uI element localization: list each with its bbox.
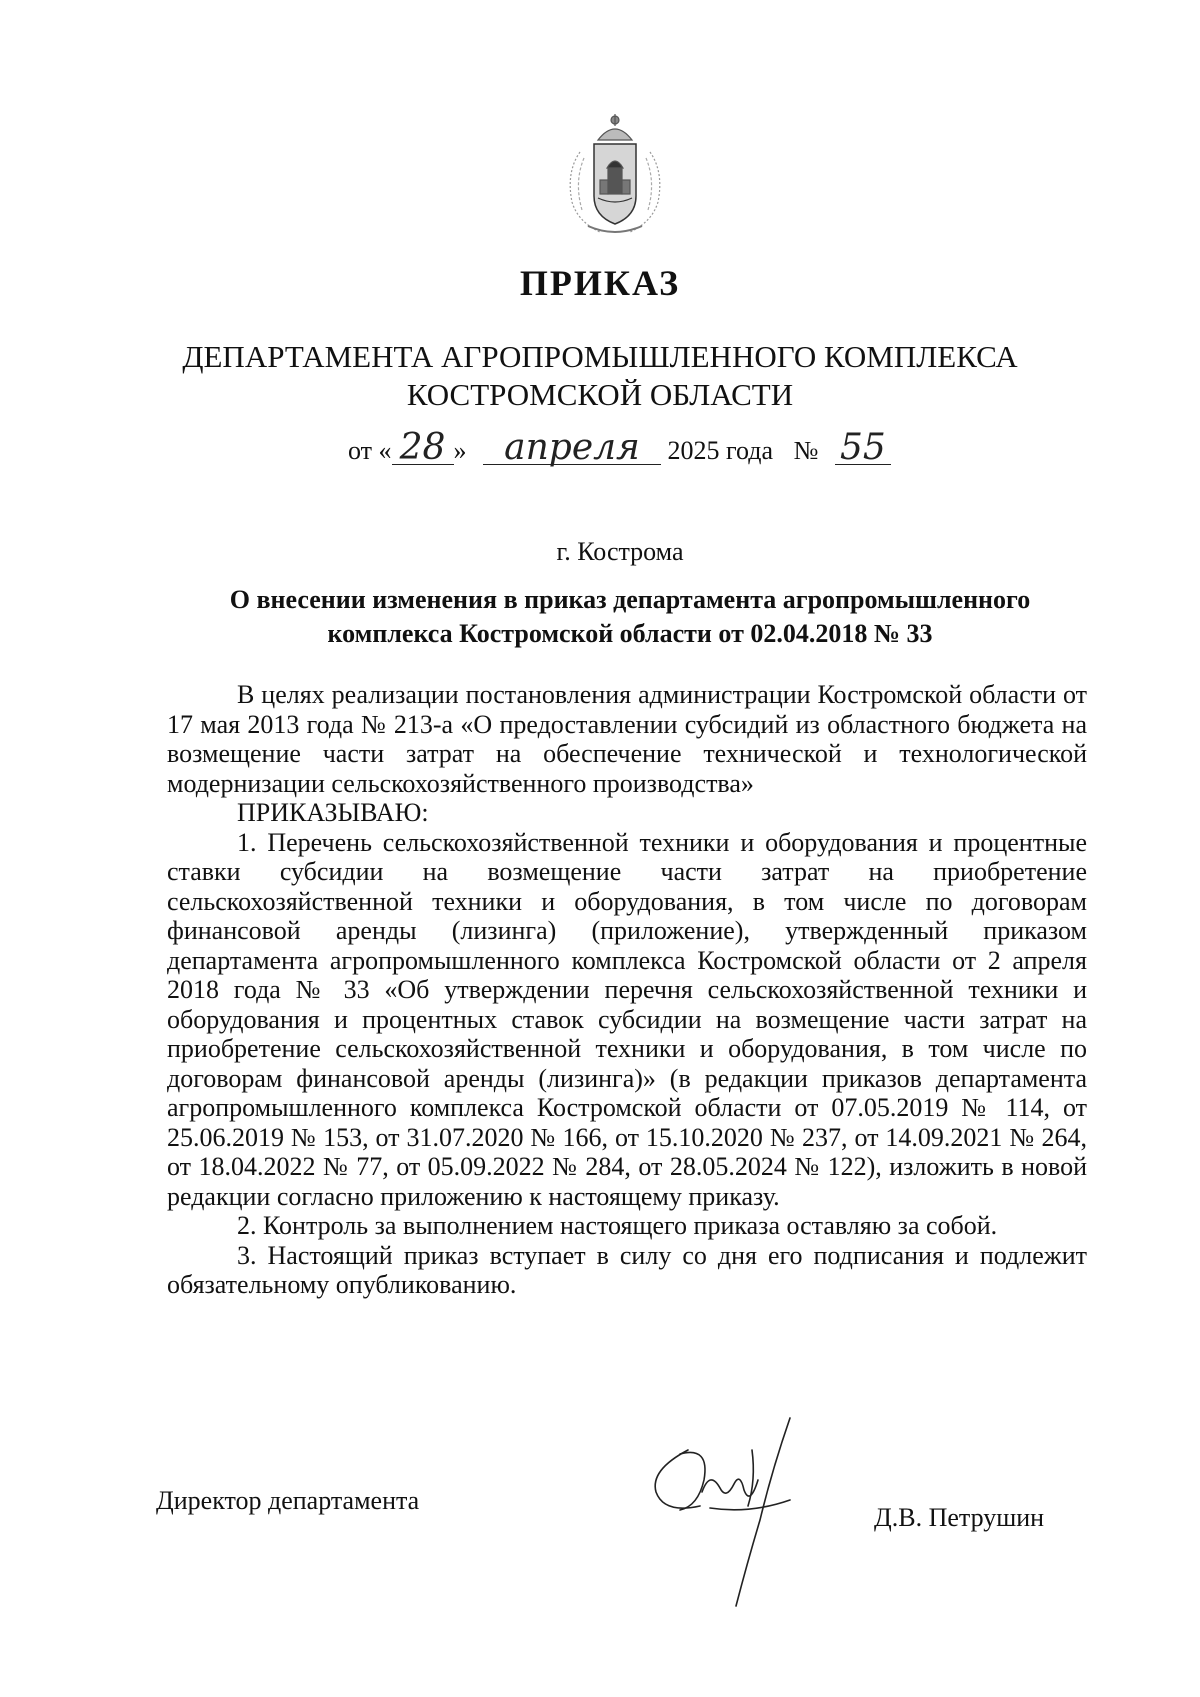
document-title: ПРИКАЗ — [519, 263, 681, 303]
number-sign: № — [793, 436, 819, 465]
city: г. Кострома — [556, 537, 684, 566]
handwritten-month: апреля — [483, 432, 661, 465]
item-3-paragraph: 3. Настоящий приказ вступает в силу со дня его подписания и подлежит обязательному опубликованию. — [167, 1240, 1087, 1299]
order-dateline — [348, 427, 891, 468]
department-line-2: КОСТРОМСКОЙ ОБЛАСТИ — [406, 377, 794, 412]
coat-of-arms-icon — [560, 112, 670, 240]
subject-line-1: О внесении изменения в приказ департамента агропромышленного — [229, 585, 1031, 614]
handwritten-day: 28 — [392, 432, 454, 465]
date-mid: » — [453, 436, 467, 465]
date-year: 2025 года — [667, 436, 774, 465]
department-line-1: ДЕПАРТАМЕНТА АГРОПРОМЫШЛЕННОГО КОМПЛЕКСА — [182, 339, 1018, 374]
item-1-paragraph: 1. Перечень сельскохозяйственной техники и оборудования и процентные ставки субсидии на возмещение части затрат на приобретение сельскохозяйственной техники и оборудования, в том числе по договорам финансовой аренды (лизинга) (приложение), утвержденный приказом департамента агропромышленного комплекса Костромской области от 2 апреля 2018 года № 33 «Об утверждении перечня сельскохозяйственной техники и оборудования и процентных ставок субсидии на возмещение части затрат на приобретение сельскохозяйственной техники и оборудования, в том числе по договорам финансовой аренды (лизинга)» (в редакции приказов департамента агропромышленного комплекса Костромской области от 07.05.2019 № 114, от 25.06.2019 № 153, от 31.07.2020 № 166, от 15.10.2020 № 237, от 14.09.2021 № 264, от 18.04.2022 № 77, от 05.09.2022 № 284, от 28.05.2024 № 122), изложить в новой редакции согласно приложению к настоящему приказу. — [167, 827, 1087, 1211]
handwritten-signature-icon — [640, 1410, 820, 1610]
department-name — [100, 338, 1100, 414]
signatory-role: Директор департамента — [156, 1486, 420, 1515]
command-word: ПРИКАЗЫВАЮ: — [237, 798, 429, 827]
handwritten-order-number: 55 — [835, 432, 891, 465]
signatory-name: Д.В. Петрушин — [874, 1503, 1045, 1532]
item-2-paragraph: 2. Контроль за выполнением настоящего приказа оставляю за собой. — [237, 1211, 998, 1240]
date-prefix: от « — [348, 436, 392, 465]
order-subject — [150, 583, 1110, 651]
preamble-paragraph: В целях реализации постановления администрации Костромской области от 17 мая 2013 года № 213-а «О предоставлении субсидий из областного бюджета на возмещение части затрат на обеспечение технической и технологической модернизации сельскохозяйственного производства» — [167, 680, 1087, 798]
order-body — [167, 680, 1087, 1300]
subject-line-2: комплекса Костромской области от 02.04.2018 № 33 — [327, 619, 933, 648]
